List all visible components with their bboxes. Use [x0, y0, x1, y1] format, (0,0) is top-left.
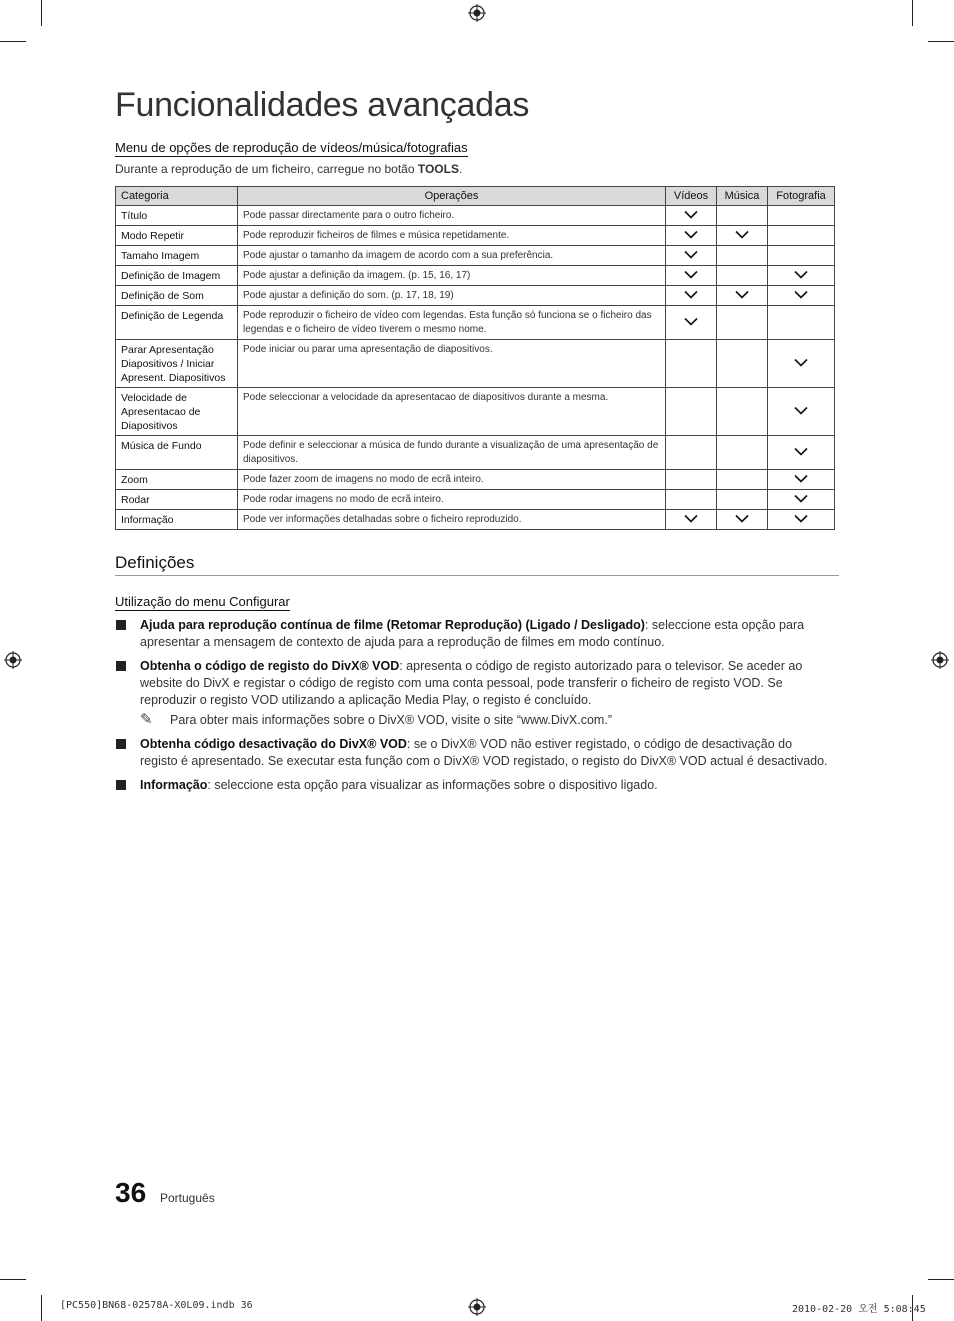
bullet-square-icon: [116, 661, 126, 671]
settings-list-item: [115, 658, 830, 729]
row-operation: Pode ajustar a definição da imagem. (p. 15, 16, 17): [238, 266, 666, 286]
row-videos-support: [666, 436, 717, 470]
table-row: [116, 266, 835, 286]
section-divider: [115, 575, 839, 576]
row-music-support: [717, 226, 768, 246]
check-mark-icon: [794, 406, 808, 415]
check-mark-icon: [735, 514, 749, 523]
row-category: Tamaho Imagem: [116, 246, 238, 266]
column-header-photos: Fotografia: [768, 187, 835, 206]
row-category: Definição de Legenda: [116, 306, 238, 340]
table-row: [116, 388, 835, 436]
playback-menu-heading: Menu de opções de reprodução de vídeos/música/fotografias: [115, 140, 468, 155]
table-row: [116, 490, 835, 510]
registration-mark-icon: [468, 4, 486, 22]
row-music-support: [717, 436, 768, 470]
crop-mark: [912, 0, 913, 26]
row-operation: Pode rodar imagens no modo de ecrã inteiro.: [238, 490, 666, 510]
crop-mark: [41, 0, 42, 26]
row-category: Velocidade de Apresentacao de Diapositivos: [116, 388, 238, 436]
row-category: Música de Fundo: [116, 436, 238, 470]
table-row: [116, 226, 835, 246]
column-header-category: Categoria: [116, 187, 238, 206]
check-mark-icon: [794, 290, 808, 299]
row-operation: Pode ajustar a definição do som. (p. 17, 18, 19): [238, 286, 666, 306]
settings-item-text: : seleccione esta opção para visualizar as informações sobre o dispositivo ligado.: [207, 778, 658, 792]
row-videos-support: [666, 388, 717, 436]
row-category: Rodar: [116, 490, 238, 510]
bullet-square-icon: [116, 780, 126, 790]
registration-mark-icon: [4, 651, 22, 669]
table-row: [116, 246, 835, 266]
row-photos-support: [768, 490, 835, 510]
settings-section-title: Definições: [115, 553, 195, 572]
row-operation: Pode ver informações detalhadas sobre o ficheiro reproduzido.: [238, 510, 666, 530]
column-header-music: Música: [717, 187, 768, 206]
row-music-support: [717, 286, 768, 306]
table-row: [116, 510, 835, 530]
crop-mark: [928, 41, 954, 42]
footer-file-name: [PC550]BN68-02578A-X0L09.indb 36: [60, 1300, 253, 1311]
crop-mark: [0, 1279, 26, 1280]
check-mark-icon: [684, 290, 698, 299]
check-mark-icon: [794, 494, 808, 503]
settings-list-item: [115, 617, 830, 651]
row-videos-support: [666, 246, 717, 266]
check-mark-icon: [794, 447, 808, 456]
check-mark-icon: [794, 270, 808, 279]
row-photos-support: [768, 510, 835, 530]
bullet-square-icon: [116, 739, 126, 749]
table-body: [116, 206, 835, 530]
table-row: [116, 286, 835, 306]
settings-item-term: Obtenha o código de registo do DivX® VOD: [140, 659, 400, 673]
row-operation: Pode reproduzir o ficheiro de vídeo com legendas. Esta função só funciona se o ficheiro das legendas e o ficheiro de vídeo tiverem o mesmo nome.: [238, 306, 666, 340]
row-operation: Pode iniciar ou parar uma apresentação de diapositivos.: [238, 340, 666, 388]
row-music-support: [717, 266, 768, 286]
row-category: Definição de Som: [116, 286, 238, 306]
registration-mark-icon: [468, 1298, 486, 1316]
settings-item-term: Informação: [140, 778, 208, 792]
row-photos-support: [768, 306, 835, 340]
settings-item-text: : apresenta o código de registo autorizado para o televisor. Se aceder ao website do DivX e registar o código de registo com uma conta pessoal, pode transferir o ficheiro de registo VOD. Se reproduzir o registo VOD utilizando a aplicação Media Play, o registo é concluído.: [140, 659, 803, 707]
column-header-videos: Vídeos: [666, 187, 717, 206]
row-operation: Pode reproduzir ficheiros de filmes e música repetidamente.: [238, 226, 666, 246]
row-category: Parar Apresentação Diapositivos / Iniciar Apresent. Diapositivos: [116, 340, 238, 388]
row-music-support: [717, 340, 768, 388]
row-videos-support: [666, 490, 717, 510]
tools-button-label: TOOLS: [417, 162, 459, 176]
row-music-support: [717, 246, 768, 266]
settings-item-text: : se o DivX® VOD não estiver registado, o código de desactivação do registo é apresentado. Se executar esta função com o DivX® VOD registado, o registo do DivX® VOD actual é desactivado.: [140, 737, 828, 768]
check-mark-icon: [735, 230, 749, 239]
row-photos-support: [768, 470, 835, 490]
row-category: Informação: [116, 510, 238, 530]
table-row: [116, 306, 835, 340]
row-photos-support: [768, 226, 835, 246]
settings-list-item: [115, 777, 830, 794]
settings-item-note: [140, 712, 830, 729]
row-category: Zoom: [116, 470, 238, 490]
row-videos-support: [666, 306, 717, 340]
page-number: 36: [115, 1177, 147, 1208]
row-music-support: [717, 388, 768, 436]
row-videos-support: [666, 470, 717, 490]
bullet-square-icon: [116, 620, 126, 630]
check-mark-icon: [684, 210, 698, 219]
row-videos-support: [666, 340, 717, 388]
check-mark-icon: [735, 290, 749, 299]
row-music-support: [717, 206, 768, 226]
page-title: Funcionalidades avançadas: [115, 86, 530, 124]
row-music-support: [717, 306, 768, 340]
check-mark-icon: [684, 514, 698, 523]
row-operation: Pode fazer zoom de imagens no modo de ecrã inteiro.: [238, 470, 666, 490]
table-row: [116, 206, 835, 226]
row-photos-support: [768, 388, 835, 436]
settings-item-term: Obtenha código desactivação do DivX® VOD: [140, 737, 407, 751]
settings-item-text: : seleccione esta opção para apresentar a mensagem de contexto de ajuda para a reprodução de filmes em modo contínuo.: [140, 618, 805, 649]
check-mark-icon: [684, 270, 698, 279]
table-row: [116, 436, 835, 470]
row-operation: Pode seleccionar a velocidade da apresentacao de diapositivos durante a mesma.: [238, 388, 666, 436]
column-header-operations: Operações: [238, 187, 666, 206]
crop-mark: [0, 41, 26, 42]
footer-timestamp: 2010-02-20 오전 5:08:45: [792, 1304, 926, 1315]
row-category: Modo Repetir: [116, 226, 238, 246]
check-mark-icon: [684, 230, 698, 239]
check-mark-icon: [684, 317, 698, 326]
crop-mark: [41, 1295, 42, 1321]
settings-list: [115, 617, 830, 801]
row-operation: Pode passar directamente para o outro ficheiro.: [238, 206, 666, 226]
registration-mark-icon: [931, 651, 949, 669]
check-mark-icon: [794, 514, 808, 523]
table-row: [116, 470, 835, 490]
row-category: Título: [116, 206, 238, 226]
settings-item-term: Ajuda para reprodução contínua de filme (Retomar Reprodução) (Ligado / Desligado): [140, 618, 645, 632]
row-photos-support: [768, 266, 835, 286]
row-videos-support: [666, 206, 717, 226]
settings-list-item: [115, 736, 830, 770]
page-language: Português: [160, 1191, 215, 1205]
intro-text: Durante a reprodução de um ficheiro, carregue no botão TOOLS.: [115, 162, 463, 176]
check-mark-icon: [794, 474, 808, 483]
row-videos-support: [666, 286, 717, 306]
table-header-row: [116, 187, 835, 206]
row-videos-support: [666, 510, 717, 530]
check-mark-icon: [794, 358, 808, 367]
row-photos-support: [768, 340, 835, 388]
settings-item-note-text: Para obter mais informações sobre o DivX® VOD, visite o site “www.DivX.com.”: [170, 713, 612, 727]
table-row: [116, 340, 835, 388]
row-videos-support: [666, 226, 717, 246]
playback-options-table: [115, 186, 835, 530]
row-photos-support: [768, 436, 835, 470]
settings-subheading: Utilização do menu Configurar: [115, 594, 290, 609]
row-music-support: [717, 490, 768, 510]
row-music-support: [717, 470, 768, 490]
check-mark-icon: [684, 250, 698, 259]
row-operation: Pode definir e seleccionar a música de fundo durante a visualização de uma apresentação de diapositivos.: [238, 436, 666, 470]
row-operation: Pode ajustar o tamanho da imagem de acordo com a sua preferência.: [238, 246, 666, 266]
row-photos-support: [768, 206, 835, 226]
note-pencil-icon: ✎: [140, 711, 153, 728]
row-music-support: [717, 510, 768, 530]
row-videos-support: [666, 266, 717, 286]
row-photos-support: [768, 246, 835, 266]
crop-mark: [928, 1279, 954, 1280]
row-photos-support: [768, 286, 835, 306]
row-category: Definição de Imagem: [116, 266, 238, 286]
